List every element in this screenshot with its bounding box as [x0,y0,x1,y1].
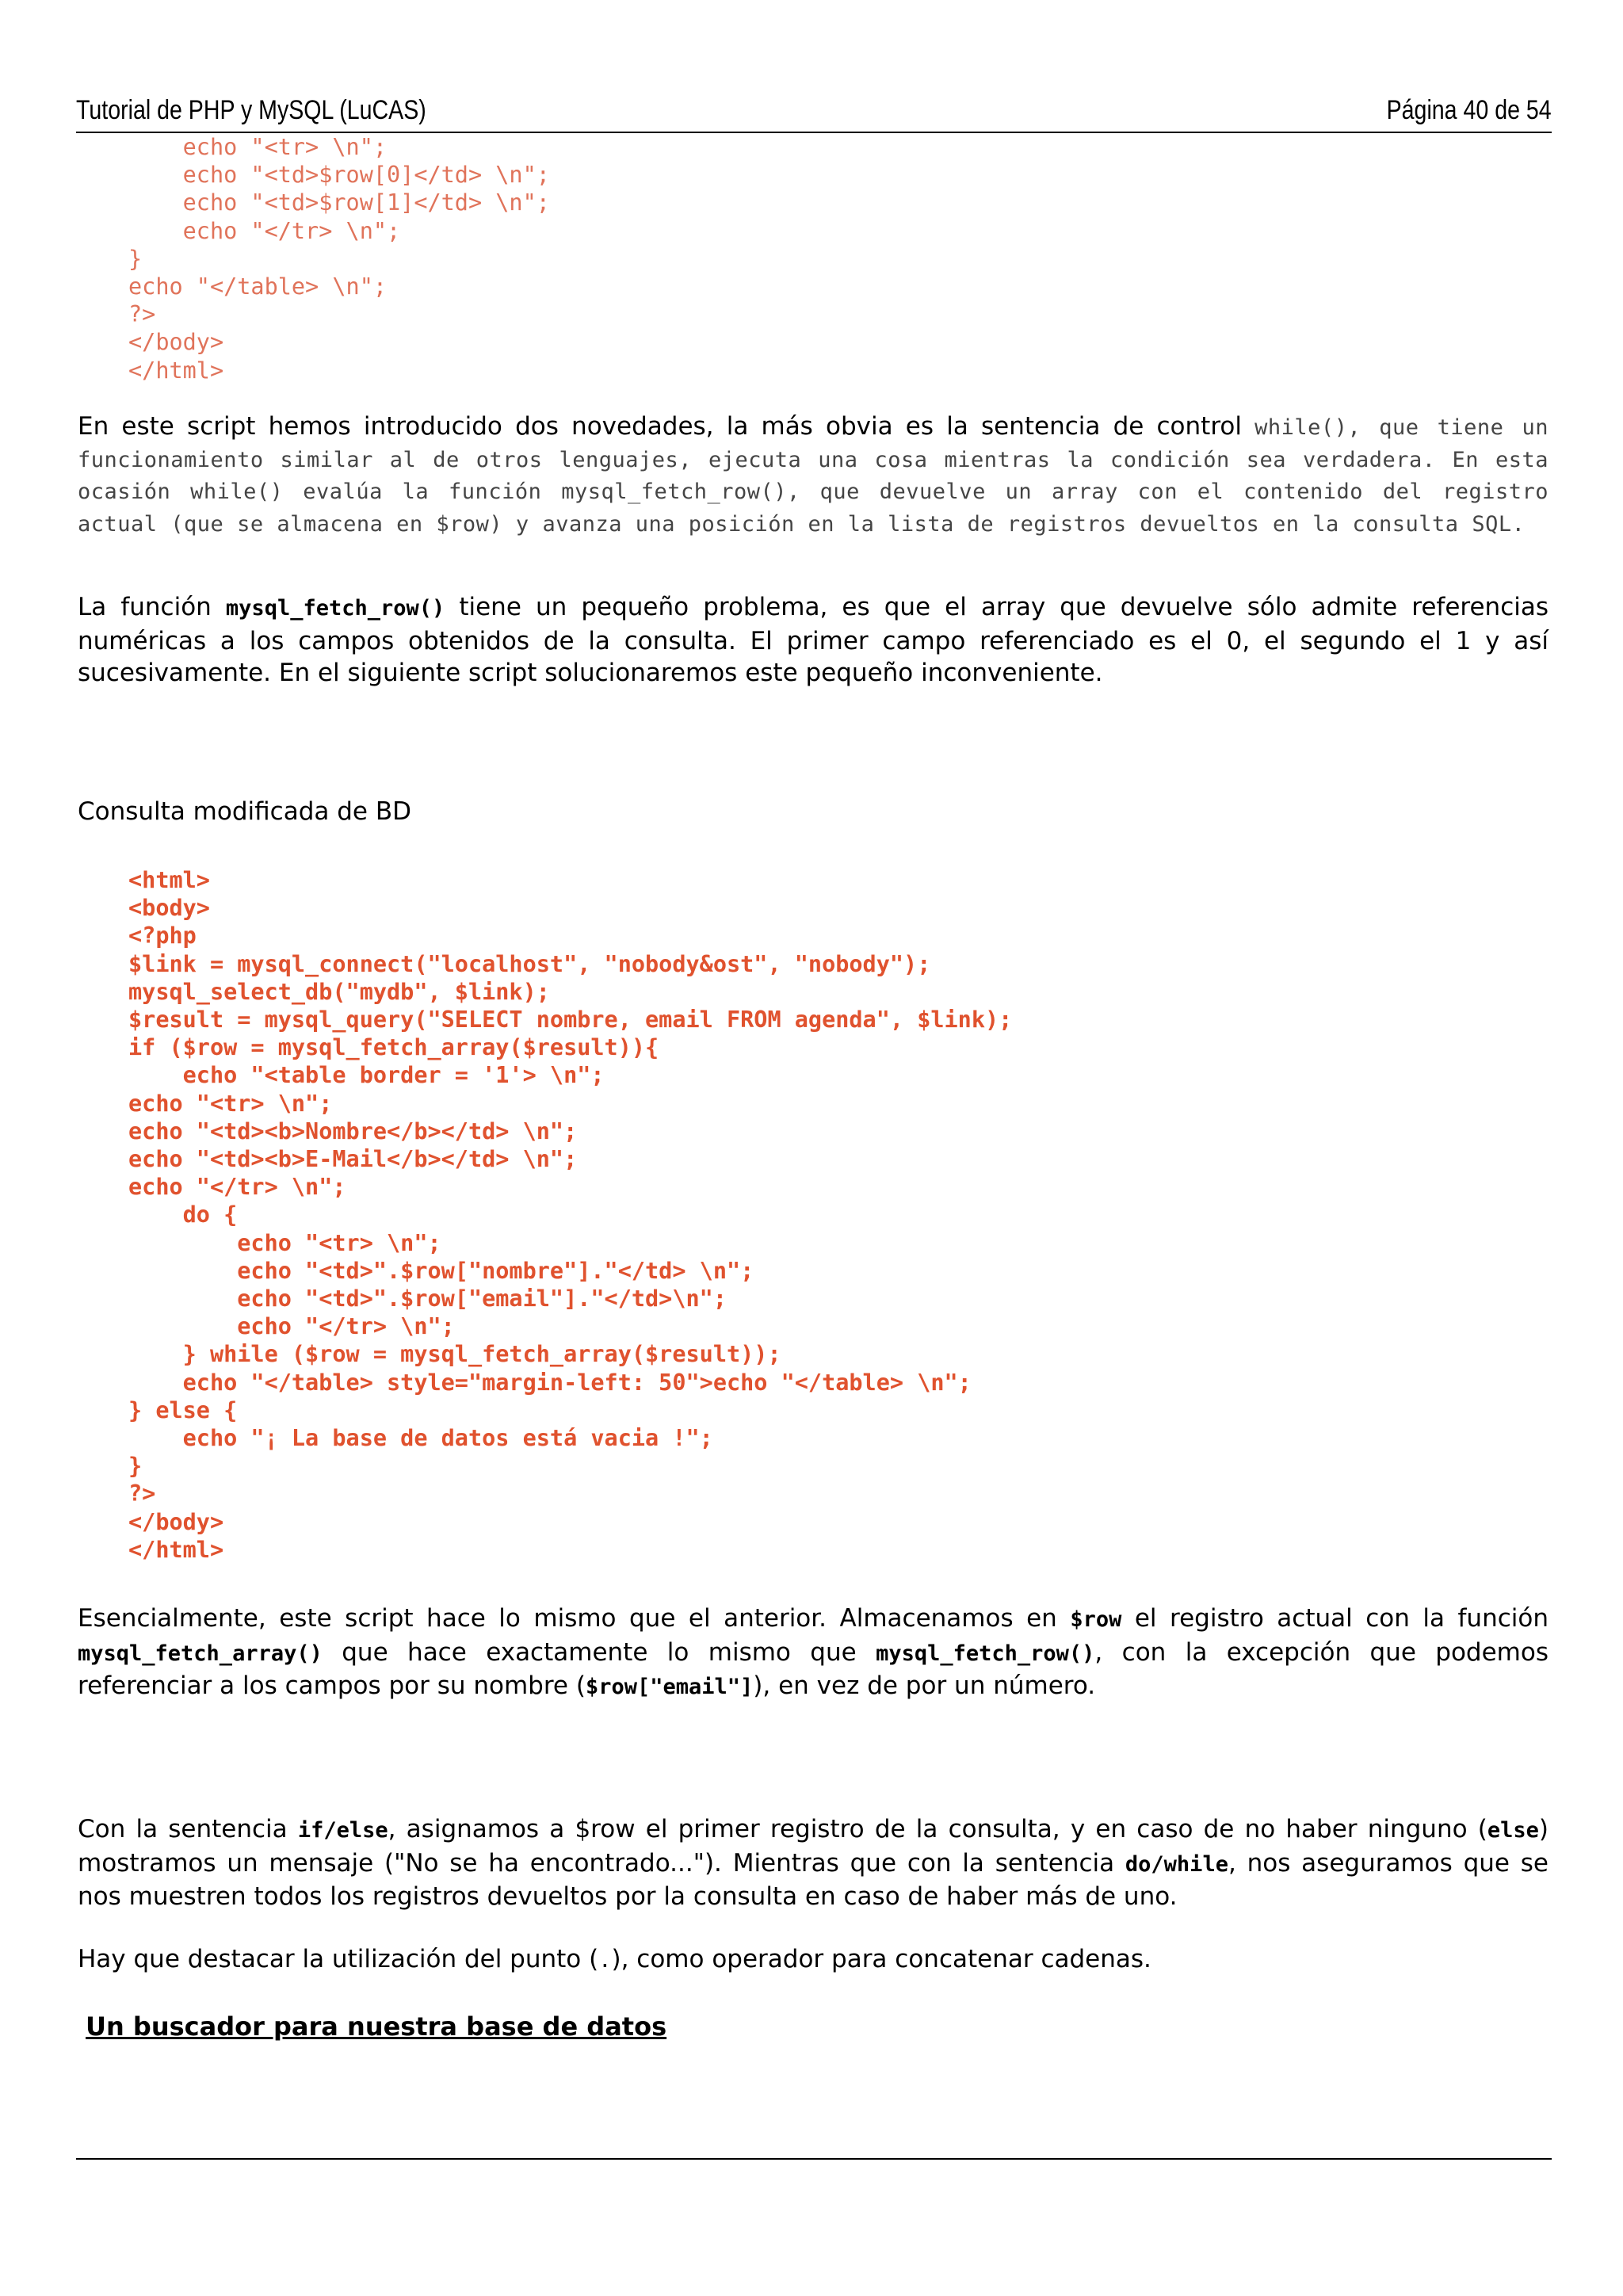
inline-code: $row [1070,1607,1122,1632]
text-run: Con la sentencia [78,1815,298,1843]
code-block-modified-query: <html> <body> <?php $link = mysql_connect("localhost", "nobody&ost", "nobody"); mysql_select_db("mydb", $link); $result = mysql_query("SELECT nombre, email FROM agenda", $link); if ($row = mysql_fetch_array($result)){ echo "<table border = '1'> \n"; echo "<tr> \n"; echo "<td><b>Nombre</b></td> \n"; echo "<td><b>E-Mail</b></td> \n"; echo "</tr> \n"; do { echo "<tr> \n"; echo "<td>".$row["nombre"]."</td> \n"; echo "<td>".$row["email"]."</td>\n"; echo "</tr> \n"; } while ($row = mysql_fetch_array($result)); echo "</table> style="margin-left: 50">echo "</table> \n"; } else { echo "¡ La base de datos está vacia !"; } ?> </body> </html> [128,867,1013,1563]
inline-code: if/else [297,1818,388,1843]
paragraph-while-explanation [78,411,1549,539]
text-run: el registro actual con la función [1121,1604,1549,1633]
document-title: Tutorial de PHP y MySQL (LuCAS) [76,95,426,125]
page-number: Página 40 de 54 [1386,95,1552,125]
code-block-continuation: echo "<tr> \n"; echo "<td>$row[0]</td> \n"; echo "<td>$row[1]</td> \n"; echo "</tr> \n"; } echo "</table> \n"; ?> </body> </html> [128,134,550,384]
paragraph-fetch-array-explanation [78,1603,1549,1704]
inline-code: do/while [1125,1851,1228,1877]
text-run: ) mostramos un mensaje ("No se ha encontrado..."). Mientras que con la sentencia [78,1815,1549,1878]
text-run: Hay que destacar la utilización del punto ( [78,1945,599,1973]
inline-code: $row["email"] [585,1675,754,1699]
inline-code: else [1487,1818,1539,1843]
text-run: tiene un pequeño problema, es que el array que devuelve sólo admite referencias numéricas a los campos obtenidos de la consulta. El primer campo referenciado es el 0, el segundo el 1 y así sucesivamente. En el siguiente script solucionaremos este pequeño inconveniente. [78,593,1549,687]
text-run: , con la excepción que podemos referenciar a los campos por su nombre ( [78,1637,1549,1700]
inline-code: mysql_fetch_row() [225,596,445,621]
code-caption: Consulta modificada de BD [78,797,411,826]
text-run: que hace exactamente lo mismo que [322,1637,876,1667]
footer-rule [76,2158,1552,2160]
page-header [76,94,1552,133]
paragraph-lead-text: En este script hemos introducido dos novedades, la más obvia es la sentencia de control [78,412,1255,441]
text-run: ), en vez de por un número. [753,1671,1096,1700]
inline-code: . [598,1948,612,1973]
text-run: ), como operador para concatenar cadenas. [611,1945,1151,1973]
paragraph-if-else-explanation [78,1813,1549,1913]
inline-code: mysql_fetch_array() [78,1641,323,1666]
text-run: Esencialmente, este script hace lo mismo que el anterior. Almacenamos en [78,1604,1071,1633]
text-run: La función [78,593,226,621]
text-run: , asignamos a $row el primer registro de la consulta, y en caso de no haber ninguno ( [388,1815,1487,1843]
paragraph-fetch-row-problem [78,591,1549,690]
text-run: , nos aseguramos que se nos muestren todos los registros devueltos por la consulta en caso de haber más de uno. [78,1848,1549,1911]
inline-code: mysql_fetch_row() [876,1641,1095,1666]
paragraph-mono-text: while(), que tiene un funcionamiento similar al de otros lenguajes, ejecuta una cosa mientras la condición sea verdadera. En esta ocasión while() evalúa la función mysql_fetch_row(), que devuelve un array con el contenido del registro actual (que se almacena en $row) y avanza una posición en la lista de registros devueltos en la consulta SQL. [78,415,1549,537]
section-heading: Un buscador para nuestra base de datos [86,2011,667,2042]
paragraph-concatenation-note [78,1943,1549,1977]
